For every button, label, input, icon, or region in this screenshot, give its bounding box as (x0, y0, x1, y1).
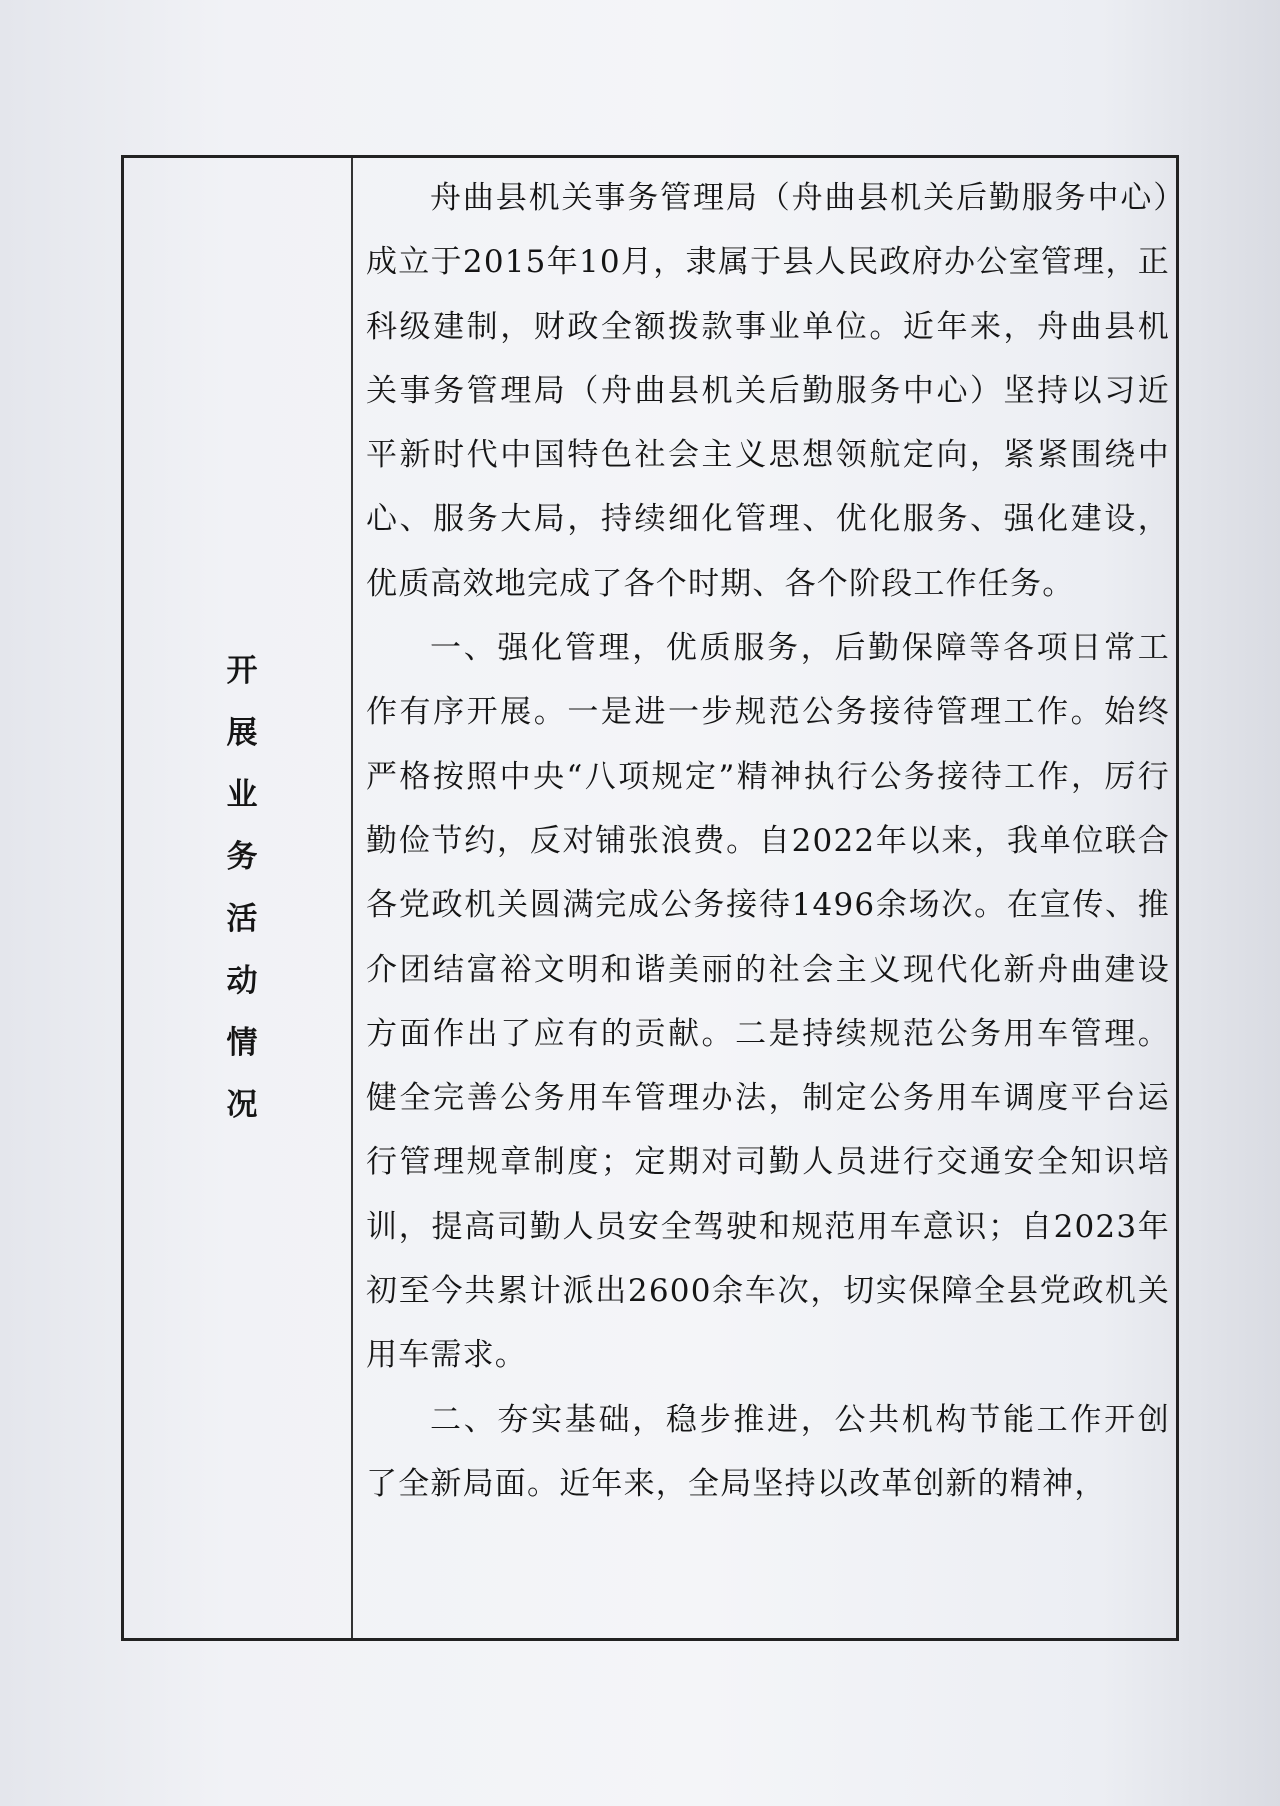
paragraph-management: 一、强化管理，优质服务，后勤保障等各项日常工作有序开展。一是进一步规范公务接待管理工作。始终严格按照中央“八项规定”精神执行公务接待工作，厉行勤俭节约，反对铺张浪费。自2022年以来，我单位联合各党政机关圆满完成公务接待1496余场次。在宣传、推介团结富裕文明和谐美丽的社会主义现代化新舟曲建设方面作出了应有的贡献。二是持续规范公务用车管理。健全完善公务用车管理办法，制定公务用车调度平台运行管理规章制度；定期对司勤人员进行交通安全知识培训，提高司勤人员安全驾驶和规范用车意识；自2023年初至今共累计派出2600余车次，切实保障全县党政机关用车需求。 (366, 630, 1170, 1374)
paragraph-energy: 二、夯实基础，稳步推进，公共机构节能工作开创了全新局面。近年来，全局坚持以改革创新的精神， (366, 1401, 1170, 1502)
paragraph-intro: 舟曲县机关事务管理局（舟曲县机关后勤服务中心）成立于2015年10月，隶属于县人民政府办公室管理，正科级建制，财政全额拨款事业单位。近年来，舟曲县机关事务管理局（舟曲县机关后勤服务中心）坚持以习近平新时代中国特色社会主义思想领航定向，紧紧围绕中心、服务大局，持续细化管理、优化服务、强化建设，优质高效地完成了各个时期、各个阶段工作任务。 (366, 180, 1170, 602)
report-table (121, 155, 1179, 1641)
column-divider (351, 158, 353, 1638)
content-cell (366, 166, 1170, 1624)
row-label: 开展业务活动情况 (226, 653, 258, 1123)
row-label-cell (124, 158, 351, 1638)
